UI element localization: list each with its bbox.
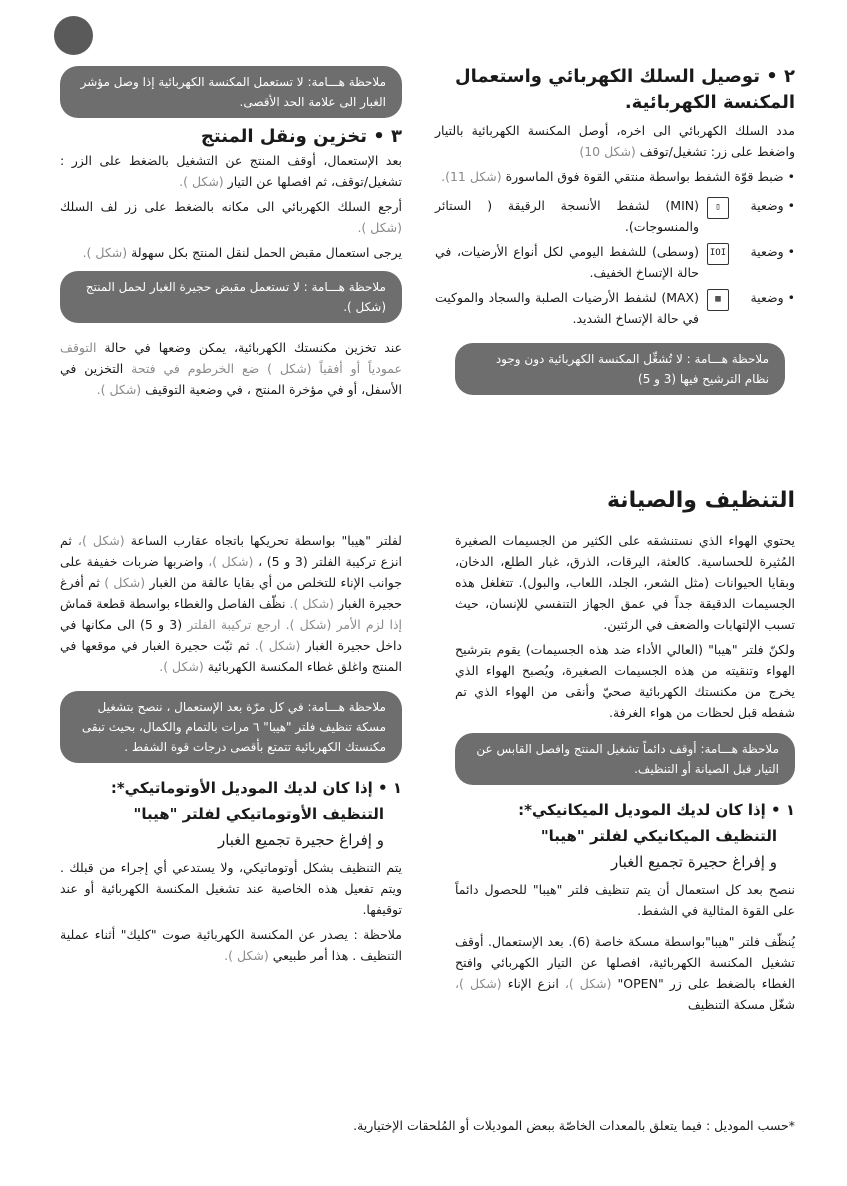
- page-corner-mark: [54, 16, 93, 55]
- figure-ref: (شكل )،: [564, 976, 612, 991]
- figure-ref: (شكل ).: [159, 659, 204, 674]
- para-text: لفلتر "هيبا" بواسطة تحريكها باتجاه عقارب الساعة: [130, 533, 402, 548]
- mode-label: • وضعية: [750, 290, 795, 305]
- mode-text: (MAX) لشفط الأرضيات الصلبة والسجاد والموكيت في حالة الإتساخ الشديد.: [435, 290, 699, 326]
- cleaning-para-2: ولكنّ فلتر "هيبا" (العالي الأداء ضد هذه الجسيمات) يقوم بترشيح الهواء وتنقيته من هذه الجسيمات الصغيرة، ويُصبح الهواء الذي يخرج من مكنستك الكهربائية صحيّ وأنقى من الهواء الذي تم شفطه قبل لحظات من هواء الغرفة.: [455, 642, 795, 720]
- storage-para-2: [60, 196, 402, 238]
- mode-label: • وضعية: [750, 244, 795, 259]
- note-text: ملاحظة هـــامة : لا تستعمل مقبض حجيرة الغبار لحمل المنتج (شكل ).: [85, 280, 386, 314]
- figure-ref: (شكل ).: [179, 174, 224, 189]
- figure-ref: (شكل )،: [455, 976, 502, 991]
- note-text: ملاحظة هـــامة: أوقف دائماً تشغيل المنتج وافصل القابس عن التيار قبل الصيانة أو التنظيف.: [476, 742, 779, 776]
- figure-ref: (شكل 11).: [441, 169, 502, 184]
- para-text: ثم انزع تركيبة الفلتر (3 و 5) ،: [60, 533, 402, 569]
- min-icon: ▯: [707, 197, 729, 219]
- mech-heading-2: التنظيف الميكانيكي لفلتر "هيبا": [540, 827, 777, 845]
- para-text: يُنظّف فلتر "هيبا"بواسطة مسكة خاصة (6). بعد الإستعمال. أوقف تشغيل المكنسة الكهربائية، افصلها عن التيار الكهربائي وافتح الغطاء بالضغط على زر "OPEN": [455, 934, 795, 991]
- heading-line: ٢ • توصيل السلك الكهربائي واستعمال: [454, 66, 795, 87]
- figure-ref: (شكل ): [104, 575, 146, 590]
- note-dust-indicator: [60, 66, 402, 118]
- mech-para-2: [455, 931, 795, 1015]
- cleaning-title: التنظيف والصيانة: [606, 488, 795, 513]
- para-text: واضربها ضربات خفيفة على جوانب الإناء للتخلص من أي بقايا عالقة من الغبار: [60, 554, 402, 590]
- note-filter-cleaning: [60, 691, 402, 763]
- section-power-cord: [435, 64, 795, 395]
- para-text: بعد الإستعمال، أوقف المنتج عن التشغيل بالضغط على الزر : تشغيل/توقف، ثم افصلها عن التيار: [60, 153, 402, 189]
- mech-heading-1: ١ • إذا كان لديك الموديل الميكانيكي*:: [518, 801, 795, 819]
- para-text: ثم ثبّت حجيرة الغبار في موقعها في المنتج واغلق غطاء المكنسة الكهربائية: [60, 638, 402, 674]
- storage-para-1: [60, 150, 402, 192]
- note-unplug: [455, 733, 795, 785]
- intro-line: بالتيار واضغط على زر: تشغيل/توقف: [435, 123, 795, 159]
- figure-ref: (شكل )،: [77, 533, 125, 548]
- mid-icon: IOI: [707, 243, 729, 265]
- mode-text: (وسطى) للشفط اليومي لكل أنواع الأرضيات، في حالة الإتساخ الخفيف.: [435, 244, 699, 280]
- auto-heading-1: ١ • إذا كان لديك الموديل الأوتوماتيكي*:: [110, 779, 402, 797]
- max-icon: ▦: [707, 289, 729, 311]
- section-heading-power: [435, 64, 795, 116]
- auto-para-2: [60, 924, 402, 966]
- para-text: ثم أفرغ حجيرة الغبار: [60, 575, 403, 611]
- mode-row: [435, 287, 795, 329]
- para-text: ملاحظة : يصدر عن المكنسة الكهربائية صوت "كليك" أثناء عملية التنظيف . هذا أمر طبيعي: [60, 927, 402, 963]
- note-handle-warning: [60, 271, 402, 323]
- para-text: شغّل مسكة التنظيف: [687, 997, 795, 1012]
- note-text: ملاحظة هـــامة: لا تستعمل المكنسة الكهربائية إذا وصل مؤشر الغبار الى علامة الحد الأقصى.: [80, 75, 386, 109]
- section-storage: [60, 66, 402, 404]
- mode-row: [435, 195, 795, 237]
- para-text: عند تخزين مكنستك الكهربائية، يمكن وضعها في حالة: [104, 340, 402, 355]
- intro-text: [435, 120, 795, 162]
- mech-para-1: ننصح بعد كل استعمال أن يتم تنظيف فلتر "هيبا" للحصول دائماً على القوة المثالية في الشفط.: [455, 882, 795, 918]
- auto-heading-2: التنظيف الأوتوماتيكي لفلتر "هيبا": [133, 805, 384, 823]
- section-cleaning-left: [60, 530, 402, 970]
- mode-row: [435, 241, 795, 283]
- figure-ref: إذا لزم الأمر (شكل ). ارجع تركيبة الفلتر: [187, 617, 402, 632]
- adjust-text: [435, 166, 795, 187]
- mode-label: • وضعية: [750, 198, 795, 213]
- para-text: أرجع السلك الكهربائي الى مكانه بالضغط على زر لف السلك: [60, 199, 402, 214]
- storage-para-3: [60, 242, 402, 263]
- figure-ref: التوقف عمودياً أو أفقياً (شكل ) ضع الخرطوم في فتحة: [60, 340, 402, 376]
- heading-line: المكنسة الكهربائية.: [624, 92, 795, 113]
- auto-heading-3: و إفراغ حجيرة تجميع الغبار: [217, 831, 384, 849]
- note-text: ملاحظة هـــامة : لا تُشغِّل المكنسة الكهربائية دون وجود نظام الترشيح فيها (3 و 5): [495, 352, 769, 386]
- figure-ref: (شكل ).: [224, 948, 269, 963]
- para-text: التخزين في الأسفل، أو في مؤخرة المنتج ، في وضعية التوقيف: [60, 361, 402, 397]
- figure-ref: (شكل ).: [254, 638, 301, 653]
- section-heading-storage: ٣ • تخزين ونقل المنتج: [200, 126, 402, 147]
- figure-ref: (شكل 10): [579, 144, 636, 159]
- footnote: *حسب الموديل : فيما يتعلق بالمعدات الخاصّة ببعض الموديلات أو المُلحقات الإختيارية.: [353, 1118, 795, 1133]
- cleaning-para-1: يحتوي الهواء الذي نستنشقه على الكثير من الجسيمات الصغيرة المُثيرة للحساسية. كالعثة، اليرقات، الذرق، غبار الطلع، الدخان، وبقايا الحيوانات (مثل الشعر، الجلد، اللعاب، والبول). تتغلغل هذه الجسيمات الدقيقة جداً في عمق الجهاز التنفسي للإنسان، حيث تسبب الإلتهابات والضعف في الرئتين.: [455, 533, 795, 632]
- figure-ref: (شكل ).: [357, 220, 402, 235]
- storage-para-4: [60, 337, 402, 400]
- intro-line: مدد السلك الكهربائي الى اخره، أوصل المكنسة الكهربائية: [471, 123, 795, 138]
- section-cleaning-right: [455, 530, 795, 1019]
- figure-ref: (شكل ).: [289, 596, 335, 611]
- note-filter-warning: [455, 343, 785, 395]
- note-text: ملاحظة هـــامة: في كل مرّة بعد الإستعمال ، ننصح بتشغيل مسكة تنظيف فلتر "هيبا" ٦ مرات بالتمام والكمال، بحيث تبقى مكنستك الكهربائية تتمتع بأقصى درجات قوة الشفط .: [81, 700, 386, 754]
- figure-ref: (شكل ).: [82, 245, 128, 260]
- figure-ref: (شكل ).: [96, 382, 142, 397]
- mode-list: [435, 195, 795, 329]
- para-text: نظّف الفاصل والغطاء بواسطة قطعة قماش: [60, 596, 286, 611]
- auto-para-1: يتم التنظيف بشكل أوتوماتيكي، ولا يستدعي أي إجراء من قبلك . ويتم تفعيل هذه الخاصية عند تشغيل المكنسة الكهربائية أو عند توقيفها.: [60, 860, 402, 917]
- para-text: (3 و 5) الى مكانها في داخل حجيرة الغبار: [60, 617, 403, 653]
- figure-ref: (شكل )،: [208, 554, 254, 569]
- para-text: يرجى استعمال مقبض الحمل لنقل المنتج بكل سهولة: [131, 245, 402, 260]
- mode-text: (MIN) لشفط الأنسجة الرقيقة ( الستائر والمنسوجات).: [435, 198, 699, 234]
- adjust-line: • ضبط قوّة الشفط بواسطة منتقي القوة فوق الماسورة: [505, 169, 795, 184]
- mech-heading-3: و إفراغ حجيرة تجميع الغبار: [610, 853, 777, 871]
- filter-para: [60, 530, 402, 677]
- para-text: انزع الإناء: [507, 976, 559, 991]
